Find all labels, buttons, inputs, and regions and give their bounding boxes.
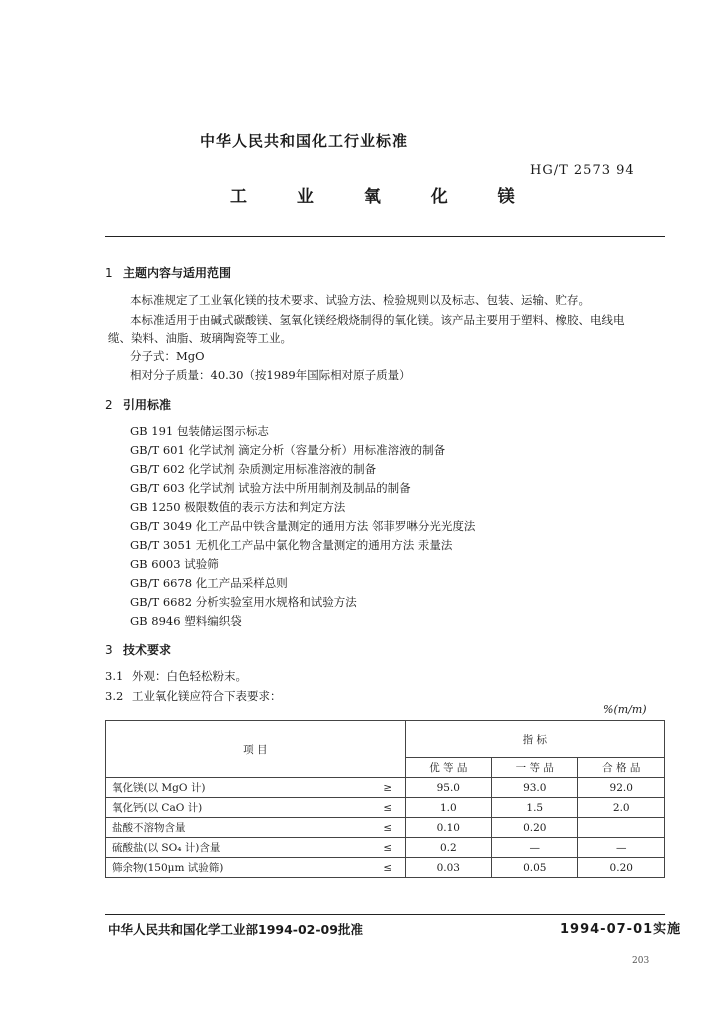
- clause-text: 工业氧化镁应符合下表要求：: [132, 689, 282, 703]
- paragraph: 本标准适用于由碱式碳酸镁、氢氧化镁经煅烧制得的氧化镁。该产品主要用于塑料、橡胶、电线电: [130, 313, 625, 327]
- row-operator: ≤: [371, 798, 405, 818]
- table-row: [106, 798, 665, 818]
- row-value: 0.20: [492, 818, 578, 838]
- row-value: 93.0: [492, 778, 578, 798]
- grade-header: 合 格 品: [578, 758, 665, 778]
- row-value: 95.0: [405, 778, 491, 798]
- reference-item: GB/T 602 化学试剂 杂质测定用标准溶液的制备: [130, 462, 377, 476]
- clause-3-1: [105, 668, 247, 684]
- row-operator: ≤: [371, 858, 405, 878]
- effective-date: 1994-07-01实施: [560, 922, 682, 937]
- table-header-row: [106, 721, 665, 758]
- clause-3-2: [105, 688, 282, 704]
- table-row: [106, 778, 665, 798]
- row-value: —: [578, 838, 665, 858]
- row-item: 硫酸盐(以 SO₄ 计)含量: [106, 838, 371, 858]
- section-2-heading: [105, 396, 171, 413]
- reference-item: GB/T 601 化学试剂 滴定分析（容量分析）用标准溶液的制备: [130, 443, 446, 457]
- footer-rule: [105, 914, 665, 915]
- row-value: 0.2: [405, 838, 491, 858]
- row-value: 0.10: [405, 818, 491, 838]
- grade-header: 一 等 品: [492, 758, 578, 778]
- column-header-index: 指 标: [405, 721, 664, 758]
- reference-item: GB 191 包装储运图示标志: [130, 424, 269, 438]
- table-row: [106, 858, 665, 878]
- spec-table: [105, 720, 665, 878]
- clause-number: 3.1: [105, 669, 124, 683]
- clause-text: 外观：白色轻松粉末。: [132, 669, 247, 683]
- row-value: 1.0: [405, 798, 491, 818]
- molecular-mass: 相对分子质量：40.30（按1989年国际相对原子质量）: [130, 368, 411, 382]
- row-value: —: [492, 838, 578, 858]
- table-units: %(m/m): [603, 703, 647, 716]
- section-number: 3: [105, 643, 113, 657]
- row-value: [578, 818, 665, 838]
- column-header-item: 项 目: [106, 721, 406, 778]
- reference-item: GB/T 6678 化工产品采样总则: [130, 576, 288, 590]
- page-number: 203: [632, 956, 650, 966]
- section-title: 技术要求: [123, 643, 172, 657]
- reference-item: GB/T 603 化学试剂 试验方法中所用制剂及制品的制备: [130, 481, 411, 495]
- row-operator: ≤: [371, 838, 405, 858]
- section-title: 主题内容与适用范围: [123, 266, 232, 280]
- table-row: [106, 818, 665, 838]
- section-number: 1: [105, 266, 113, 280]
- reference-item: GB/T 3051 无机化工产品中氯化物含量测定的通用方法 汞量法: [130, 538, 453, 552]
- reference-item: GB 6003 试验筛: [130, 557, 219, 571]
- row-operator: ≤: [371, 818, 405, 838]
- reference-item: GB 1250 极限数值的表示方法和判定方法: [130, 500, 346, 514]
- row-item: 氧化钙(以 CaO 计): [106, 798, 371, 818]
- row-value: 2.0: [578, 798, 665, 818]
- row-value: 0.03: [405, 858, 491, 878]
- approval-line: 中华人民共和国化学工业部1994-02-09批准: [108, 922, 363, 937]
- document-title: 工 业 氧 化 镁: [230, 187, 537, 207]
- row-item: 氧化镁(以 MgO 计): [106, 778, 371, 798]
- section-title: 引用标准: [123, 398, 172, 412]
- section-3-heading: [105, 641, 171, 658]
- table-row: [106, 838, 665, 858]
- row-operator: ≥: [371, 778, 405, 798]
- row-item: 盐酸不溶物含量: [106, 818, 371, 838]
- molecular-formula: 分子式：MgO: [130, 349, 205, 363]
- row-value: 0.05: [492, 858, 578, 878]
- paragraph: 缆、染料、油脂、玻璃陶瓷等工业。: [108, 331, 292, 345]
- org-title: 中华人民共和国化工行业标准: [200, 132, 409, 150]
- reference-item: GB/T 6682 分析实验室用水规格和试验方法: [130, 595, 357, 609]
- row-value: 1.5: [492, 798, 578, 818]
- paragraph: 本标准规定了工业氧化镁的技术要求、试验方法、检验规则以及标志、包装、运输、贮存。: [130, 293, 590, 307]
- clause-number: 3.2: [105, 689, 124, 703]
- section-1-heading: [105, 264, 231, 281]
- row-value: 92.0: [578, 778, 665, 798]
- header-rule: [105, 236, 665, 237]
- reference-item: GB/T 3049 化工产品中铁含量测定的通用方法 邻菲罗啉分光光度法: [130, 519, 476, 533]
- row-value: 0.20: [578, 858, 665, 878]
- section-number: 2: [105, 398, 113, 412]
- reference-item: GB 8946 塑料编织袋: [130, 614, 242, 628]
- standard-code: HG/T 2573 94: [530, 163, 635, 178]
- grade-header: 优 等 品: [405, 758, 491, 778]
- row-item: 筛余物(150μm 试验筛): [106, 858, 371, 878]
